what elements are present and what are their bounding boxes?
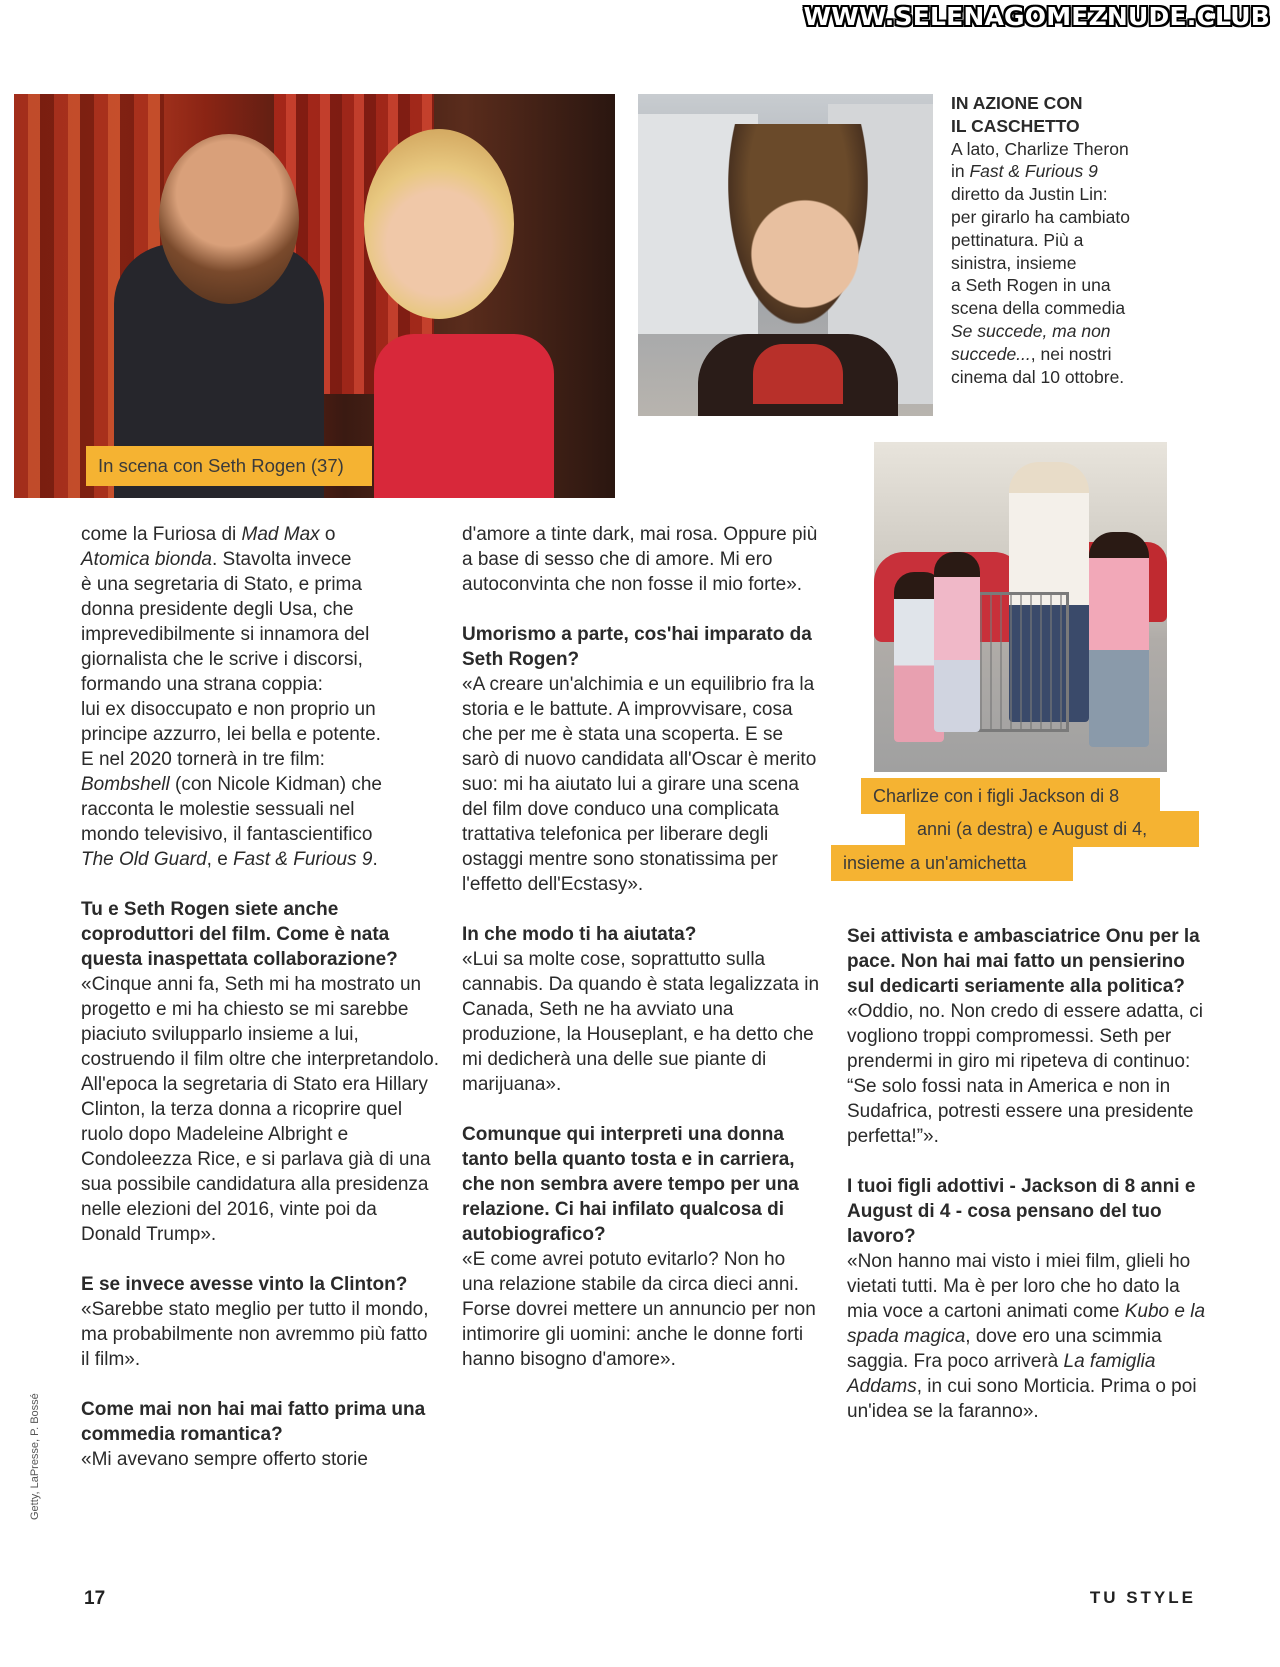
article-column-3 bbox=[847, 924, 1207, 1424]
photo-credit: Getty, LaPresse, P. Bossé bbox=[29, 1393, 41, 1520]
article-column-2 bbox=[462, 522, 822, 1372]
interview-answer: «Non hanno mai visto i miei film, glieli ho vietati tutti. Ma è per loro che ho dato la mia voce a cartoni animati come Kubo e la spada magica, dove ero una scimmia saggia. Fra poco arriverà La famiglia Addams, in cui sono Morticia. Prima o poi un'idea se la faranno». bbox=[847, 1251, 1206, 1422]
woman-head bbox=[364, 129, 514, 319]
photo-family-shopping bbox=[874, 442, 1167, 772]
interview-answer: «Oddio, no. Non credo di essere adatta, ci vogliono troppi compromessi. Seth per prendermi in giro mi ripeteva di continuo: “Se solo fossi nata in America e non in Sudafrica, potresti essere una presidente perfetta!”». bbox=[847, 1001, 1203, 1147]
interview-block bbox=[847, 1174, 1207, 1424]
interview-answer: «E come avrei potuto evitarlo? Non ho una relazione stabile da circa dieci anni. Forse dovrei mettere un annuncio per non intimorire gli uomini: anche le donne forti hanno bisogno d'amore». bbox=[462, 1249, 816, 1370]
interview-block bbox=[81, 897, 441, 1247]
interview-block bbox=[81, 1272, 441, 1372]
interview-answer: «Lui sa molte cose, soprattutto sulla cannabis. Da quando è stata legalizzata in Canada, Seth ne ha avviato una produzione, la Houseplant, e ha detto che mi dedicherà una delle sue piante di marijuana». bbox=[462, 949, 820, 1095]
interview-block bbox=[462, 922, 822, 1097]
photo-caption-family-line: Charlize con i figli Jackson di 8 bbox=[861, 778, 1160, 814]
interview-question: Comunque qui interpreti una donna tanto bella quanto tosta e in carriera, che non sembra avere tempo per una relazione. Ci hai infilato qualcosa di autobiografico? bbox=[462, 1124, 799, 1245]
side-caption bbox=[951, 92, 1171, 388]
interview-answer: «Sarebbe stato meglio per tutto il mondo, ma probabilmente non avremmo più fatto il film». bbox=[81, 1299, 429, 1370]
interview-question: Sei attivista e ambasciatrice Onu per la pace. Non hai mai fatto un pensierino sul dedicarti seriamente alla politica? bbox=[847, 926, 1200, 997]
figure-strap bbox=[753, 344, 843, 404]
interview-answer: «Cinque anni fa, Seth mi ha mostrato un progetto e mi ha chiesto se mi sarebbe piaciuto svilupparlo insieme a lui, costruendo il film oltre che interpretandolo. All'epoca la segretaria di Stato era Hillary Clinton, la terza donna a ricoprire quel ruolo dopo Madeleine Albright e Condoleezza Rice, e si parlava già di una sua possibile candidatura alla presidenza nelle elezioni del 2016, vinte poi da Donald Trump». bbox=[81, 974, 440, 1245]
watermark: WWW.SELENAGOMEZNUDE.CLUB bbox=[803, 2, 1270, 31]
photo-caption-family-line: insieme a un'amichetta bbox=[831, 845, 1073, 881]
interview-block bbox=[81, 1397, 441, 1472]
woman-dress bbox=[374, 334, 554, 498]
magazine-name: TU STYLE bbox=[1089, 1588, 1196, 1607]
interview-block bbox=[462, 1122, 822, 1372]
interview-question: In che modo ti ha aiutata? bbox=[462, 924, 697, 945]
child-figure bbox=[934, 552, 980, 732]
interview-question: Umorismo a parte, cos'hai imparato da Seth Rogen? bbox=[462, 624, 812, 670]
article-paragraph: come la Furiosa di Mad Max o Atomica bionda. Stavolta invece è una segretaria di Stato, e prima donna presidente degli Usa, che imprevedibilmente si innamora del giornalista che le scrive i discorsi, formando una strana coppia: lui ex disoccupato e non proprio un principe azzurro, lei bella e potente. E nel 2020 tornerà in tre film: Bombshell (con Nicole Kidman) che racconta le molestie sessuali nel mondo televisivo, il fantascientifico The Old Guard, e Fast & Furious 9. bbox=[81, 524, 382, 870]
photo-bob-haircut bbox=[638, 94, 933, 416]
page-number: 17 bbox=[84, 1588, 106, 1609]
interview-answer: «Mi avevano sempre offerto storie bbox=[81, 1449, 368, 1470]
figure-head bbox=[728, 124, 868, 324]
photo-caption-couple: In scena con Seth Rogen (37) bbox=[86, 446, 372, 486]
side-caption-body: A lato, Charlize Theron in Fast & Furious 9 diretto da Justin Lin: per girarlo ha cambiato pettinatura. Più a sinistra, insieme a Seth Rogen in una scena della commedia Se succede, ma non succede..., nei nostri cinema dal 10 ottobre. bbox=[951, 138, 1130, 387]
interview-answer: d'amore a tinte dark, mai rosa. Oppure più a base di sesso che di amore. Mi ero autoconvinta che non fosse il mio forte». bbox=[462, 524, 818, 595]
article-column-1 bbox=[81, 522, 441, 1472]
side-caption-title: IN AZIONE CON IL CASCHETTO bbox=[951, 93, 1083, 136]
interview-question: E se invece avesse vinto la Clinton? bbox=[81, 1274, 408, 1295]
interview-question: Come mai non hai mai fatto prima una commedia romantica? bbox=[81, 1399, 426, 1445]
interview-question: Tu e Seth Rogen siete anche coproduttori del film. Come è nata questa inaspettata collaborazione? bbox=[81, 899, 398, 970]
child-figure bbox=[1089, 532, 1149, 747]
interview-answer: «A creare un'alchimia e un equilibrio fra la storia e le battute. A improvvisare, cosa che per me è stata una scoperta. E se sarò di nuovo candidata all'Oscar è merito suo: mi ha aiutato lui a girare una scena del film dove conduco una complicata trattativa telefonica per liberare degli ostaggi mentre sono stonatissima per l'effetto dell'Ecstasy». bbox=[462, 674, 817, 895]
interview-block bbox=[462, 622, 822, 897]
photo-caption-family-line: anni (a destra) e August di 4, bbox=[905, 811, 1199, 847]
photo-couple-scene bbox=[14, 94, 615, 498]
interview-block bbox=[847, 924, 1207, 1149]
man-head bbox=[159, 134, 299, 304]
interview-question: I tuoi figli adottivi - Jackson di 8 anni e August di 4 - cosa pensano del tuo lavoro? bbox=[847, 1176, 1196, 1247]
